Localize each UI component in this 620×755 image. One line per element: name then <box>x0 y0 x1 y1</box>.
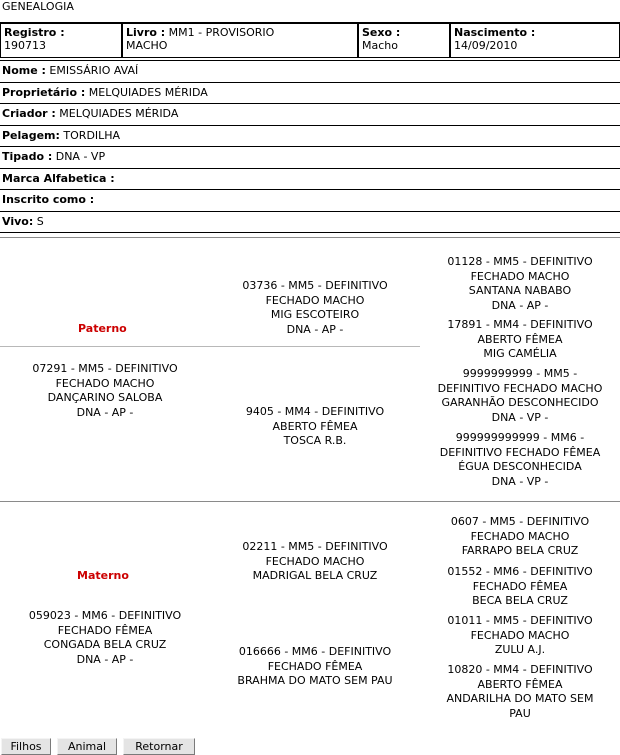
ddd-line2: ABERTO FÊMEA <box>477 677 563 691</box>
inscrito-row <box>0 189 620 210</box>
sd-cell <box>210 405 420 449</box>
divider <box>0 237 620 238</box>
dd-line3: BRAHMA DO MATO SEM PAU <box>237 674 393 688</box>
sds-line3: GARANHÃO DESCONHECIDO <box>441 396 599 410</box>
sd-line2: ABERTO FÊMEA <box>272 419 358 433</box>
divider <box>0 501 620 502</box>
criador-value: MELQUIADES MÉRIDA <box>59 107 179 120</box>
tipado-row <box>0 146 620 167</box>
registro-value: 190713 <box>4 39 46 52</box>
nome-row <box>0 60 620 81</box>
ddd-cell <box>420 663 620 721</box>
ss-line4: DNA - AP - <box>286 322 344 336</box>
vivo-row <box>0 211 620 233</box>
nome-value: EMISSÁRIO AVAÍ <box>49 64 139 77</box>
sds-line2: DEFINITIVO FECHADO MACHO <box>437 381 603 395</box>
sire-cell <box>0 362 210 420</box>
dss-line2: FECHADO MACHO <box>470 529 570 543</box>
dam-line4: DNA - AP - <box>76 652 134 666</box>
ds-line1: 02211 - MM5 - DEFINITIVO <box>242 540 388 553</box>
sss-line4: DNA - AP - <box>491 298 549 312</box>
dd-cell <box>210 645 420 689</box>
pelagem-label: Pelagem: <box>2 129 60 142</box>
ssd-line1: 17891 - MM4 - DEFINITIVO <box>447 318 593 331</box>
sexo-label: Sexo : <box>362 26 401 39</box>
dds-cell <box>420 614 620 658</box>
page-title: GENEALOGIA <box>2 0 74 13</box>
marca-label: Marca Alfabetica : <box>2 172 115 185</box>
paterno-label: Paterno <box>78 322 127 335</box>
ds-cell <box>210 540 420 584</box>
filhos-button[interactable]: Filhos <box>1 738 51 755</box>
tipado-value: DNA - VP <box>55 150 106 163</box>
dam-line2: FECHADO FÊMEA <box>57 623 153 637</box>
ssd-line3: MIG CAMÉLIA <box>483 347 557 361</box>
sss-line3: SANTANA NABABO <box>468 284 572 298</box>
dss-line1: 0607 - MM5 - DEFINITIVO <box>450 515 590 528</box>
vivo-label: Vivo: <box>2 215 34 228</box>
registro-label: Registro : <box>4 26 65 39</box>
sdd-line3: ÉGUA DESCONHECIDA <box>458 460 582 474</box>
animal-button[interactable]: Animal <box>57 738 117 755</box>
ss-line2: FECHADO MACHO <box>265 293 365 307</box>
livro-value: MM1 - PROVISORIO <box>168 26 275 39</box>
dss-cell <box>420 515 620 559</box>
dsd-line3: BECA BELA CRUZ <box>472 594 568 608</box>
nascimento-value: 14/09/2010 <box>454 39 518 52</box>
pelagem-row <box>0 125 620 146</box>
livro-label: Livro : <box>126 26 166 39</box>
livro-value-line2: MACHO <box>126 39 168 52</box>
sds-cell <box>420 367 620 425</box>
marca-row <box>0 168 620 189</box>
registro-cell <box>0 22 122 58</box>
dss-line3: FARRAPO BELA CRUZ <box>461 544 579 558</box>
dds-line2: FECHADO MACHO <box>470 628 570 642</box>
dam-cell <box>0 609 210 667</box>
proprietario-value: MELQUIADES MÉRIDA <box>88 86 208 99</box>
sdd-line1: 999999999999 - MM6 - <box>455 431 585 444</box>
dd-line2: FECHADO FÊMEA <box>267 659 363 673</box>
livro-cell <box>122 22 358 58</box>
retornar-button[interactable]: Retornar <box>123 738 195 755</box>
sire-line4: DNA - AP - <box>76 405 134 419</box>
proprietario-label: Proprietário : <box>2 86 86 99</box>
sire-line1: 07291 - MM5 - DEFINITIVO <box>32 362 178 375</box>
sds-line4: DNA - VP - <box>491 410 549 424</box>
dam-line1: 059023 - MM6 - DEFINITIVO <box>28 609 182 622</box>
materno-label: Materno <box>77 569 129 582</box>
sexo-cell <box>358 22 450 58</box>
sdd-line4: DNA - VP - <box>491 474 549 488</box>
ss-cell <box>210 279 420 337</box>
proprietario-row <box>0 82 620 103</box>
nome-label: Nome : <box>2 64 46 77</box>
ssd-line2: ABERTO FÊMEA <box>477 332 563 346</box>
ds-line2: FECHADO MACHO <box>265 554 365 568</box>
inscrito-label: Inscrito como : <box>2 193 95 206</box>
sdd-line2: DEFINITIVO FECHADO FÊMEA <box>439 445 601 459</box>
sds-line1: 9999999999 - MM5 - <box>462 367 578 380</box>
sss-cell <box>420 255 620 313</box>
tipado-label: Tipado : <box>2 150 53 163</box>
sire-line3: DANÇARINO SALOBA <box>47 391 163 405</box>
sexo-value: Macho <box>362 39 398 52</box>
criador-row <box>0 103 620 124</box>
vivo-value: S <box>36 215 44 228</box>
sss-line2: FECHADO MACHO <box>470 269 570 283</box>
ddd-line3: ANDARILHA DO MATO SEM <box>446 692 594 706</box>
ds-line3: MADRIGAL BELA CRUZ <box>252 569 378 583</box>
dds-line1: 01011 - MM5 - DEFINITIVO <box>447 614 593 627</box>
dam-line3: CONGADA BELA CRUZ <box>43 638 167 652</box>
criador-label: Criador : <box>2 107 56 120</box>
sd-line3: TOSCA R.B. <box>283 434 347 448</box>
sire-line2: FECHADO MACHO <box>55 376 155 390</box>
ssd-cell <box>420 318 620 362</box>
sdd-cell <box>420 431 620 489</box>
ss-line1: 03736 - MM5 - DEFINITIVO <box>242 279 388 292</box>
dd-line1: 016666 - MM6 - DEFINITIVO <box>238 645 392 658</box>
ss-line3: MIG ESCOTEIRO <box>270 308 360 322</box>
dsd-cell <box>420 565 620 609</box>
nascimento-cell <box>450 22 620 58</box>
dsd-line2: FECHADO FÊMEA <box>472 579 568 593</box>
nascimento-label: Nascimento : <box>454 26 536 39</box>
sd-line1: 9405 - MM4 - DEFINITIVO <box>245 405 385 418</box>
sss-line1: 01128 - MM5 - DEFINITIVO <box>447 255 593 268</box>
pelagem-value: TORDILHA <box>63 129 121 142</box>
dds-line3: ZULU A.J. <box>494 643 546 657</box>
divider <box>0 346 420 347</box>
dsd-line1: 01552 - MM6 - DEFINITIVO <box>447 565 593 578</box>
ddd-line4: PAU <box>509 706 531 720</box>
ddd-line1: 10820 - MM4 - DEFINITIVO <box>447 663 593 676</box>
